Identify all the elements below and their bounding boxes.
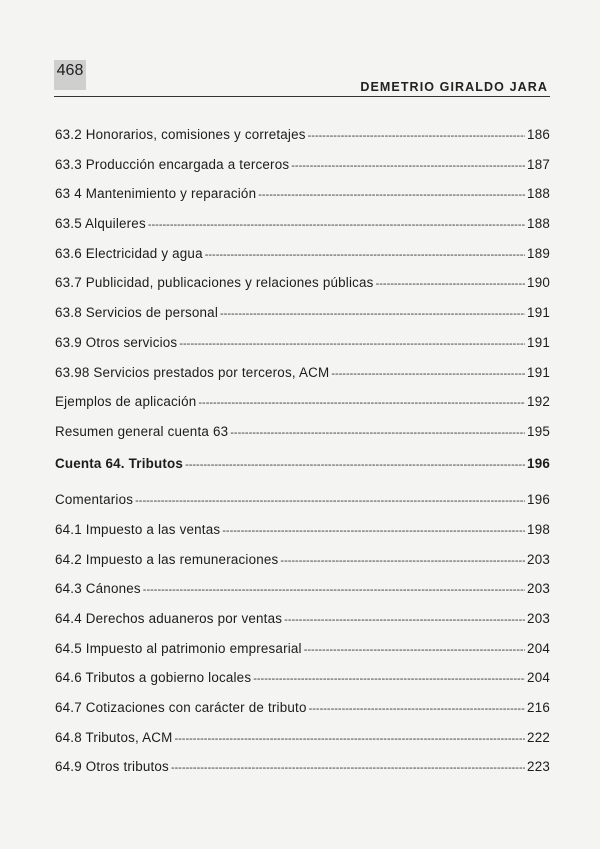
toc-entry [55, 730, 550, 760]
toc-entry [55, 700, 550, 730]
toc-entry-title: Comentarios [55, 492, 134, 508]
toc-entry-title: 63.5 Alquileres [55, 216, 146, 232]
toc-entry-title: 63.3 Producción encargada a terceros [55, 156, 290, 172]
toc-entry-title: 63.8 Servicios de personal [55, 305, 219, 321]
dot-leader [331, 368, 525, 380]
toc-entry-page: 203 [527, 581, 550, 597]
dot-leader [253, 673, 525, 685]
dot-leader [185, 459, 525, 471]
toc-entry [55, 522, 550, 552]
toc-entry [55, 492, 550, 522]
toc-entry-page: 203 [527, 551, 550, 567]
toc-entry [55, 394, 550, 424]
toc-entry [55, 216, 550, 246]
toc-entry-page: 204 [527, 670, 550, 686]
dot-leader [205, 249, 525, 261]
toc-entry-title: Ejemplos de aplicación [55, 394, 197, 410]
toc-entry [55, 246, 550, 276]
toc-entry-title: Cuenta 64. Tributos [55, 455, 184, 471]
toc-entry [55, 641, 550, 671]
dot-leader [304, 644, 525, 656]
toc-entry-page: 186 [527, 127, 550, 142]
toc-entry-page: 222 [527, 729, 550, 745]
toc-entry [55, 157, 550, 187]
dot-leader [284, 614, 525, 626]
toc-entry-page: 196 [527, 492, 550, 508]
dot-leader [376, 278, 525, 290]
toc-entry-title: 64.2 Impuesto a las remuneraciones [55, 551, 279, 567]
running-head: DEMETRIO GIRALDO JARA [360, 80, 548, 94]
dot-leader [308, 130, 525, 142]
toc-entry-title: 64.9 Otros tributos [55, 759, 169, 775]
toc-entry-page: 216 [527, 700, 550, 716]
toc-entry-page: 191 [527, 334, 550, 350]
toc-entry-page: 198 [527, 521, 550, 537]
toc-entry [55, 552, 550, 582]
dot-leader [309, 703, 525, 715]
toc-entry [55, 275, 550, 305]
dot-leader [174, 733, 525, 745]
dot-leader [258, 189, 525, 201]
header-rule [54, 96, 550, 97]
dot-leader [291, 160, 525, 172]
toc-entry [55, 335, 550, 365]
toc-entry-title: 63.6 Electricidad y agua [55, 245, 203, 261]
dot-leader [198, 397, 525, 409]
toc-section-heading [55, 456, 550, 486]
dot-leader [220, 308, 525, 320]
dot-leader [135, 495, 525, 507]
toc-entry-title: 63.9 Otros servicios [55, 334, 178, 350]
toc-entry-page: 187 [527, 156, 550, 172]
toc-entry-title: 63.2 Honorarios, comisiones y corretajes [55, 127, 306, 142]
toc-entry [55, 127, 550, 157]
toc-entry-page: 188 [527, 216, 550, 232]
toc-entry [55, 305, 550, 335]
toc-entry-page: 196 [527, 455, 550, 471]
toc-entry [55, 670, 550, 700]
toc-entry [55, 186, 550, 216]
toc-entry-title: 63.7 Publicidad, publicaciones y relaciones públicas [55, 275, 374, 291]
toc-entry [55, 611, 550, 641]
dot-leader [171, 762, 525, 774]
toc-entry-title: 64.5 Impuesto al patrimonio empresarial [55, 640, 302, 656]
toc-entry-page: 190 [527, 275, 550, 291]
toc-entry-page: 188 [527, 186, 550, 202]
toc-entry-page: 195 [527, 423, 550, 439]
toc-entry-title: 64.6 Tributos a gobierno locales [55, 670, 252, 686]
toc-entry [55, 365, 550, 395]
dot-leader [222, 525, 525, 537]
dot-leader [280, 555, 525, 567]
table-of-contents [55, 127, 550, 789]
toc-entry-title: 63.98 Servicios prestados por terceros, ACM [55, 364, 330, 380]
toc-entry-title: 64.7 Cotizaciones con carácter de tributo [55, 700, 307, 716]
dot-leader [148, 219, 525, 231]
toc-entry-page: 192 [527, 394, 550, 410]
dot-leader [143, 584, 525, 596]
dot-leader [179, 338, 525, 350]
toc-entry [55, 424, 550, 454]
toc-entry-page: 191 [527, 364, 550, 380]
toc-entry-page: 189 [527, 245, 550, 261]
toc-entry-page: 191 [527, 305, 550, 321]
toc-entry-title: 64.4 Derechos aduaneros por ventas [55, 611, 283, 626]
toc-entry [55, 581, 550, 611]
toc-entry-page: 204 [527, 640, 550, 656]
dot-leader [230, 427, 525, 439]
toc-entry-title: 64.3 Cánones [55, 581, 141, 597]
toc-entry-title: Resumen general cuenta 63 [55, 423, 229, 439]
toc-entry-page: 203 [527, 611, 550, 626]
toc-entry [55, 759, 550, 789]
toc-entry-page: 223 [527, 759, 550, 775]
toc-entry-title: 64.1 Impuesto a las ventas [55, 521, 221, 537]
page-number: 468 [54, 60, 86, 90]
toc-entry-title: 63 4 Mantenimiento y reparación [55, 186, 257, 202]
toc-entry-title: 64.8 Tributos, ACM [55, 729, 173, 745]
